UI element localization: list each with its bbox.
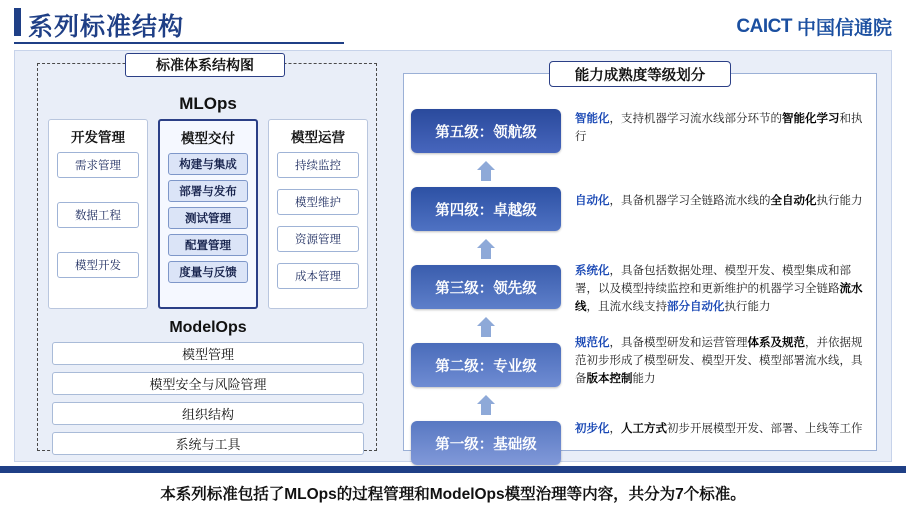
desc-text: ，具备模型研发和运营管理 — [609, 337, 748, 349]
desc-text: ，具备包括数据处理、模型开发、模型集成和部署，以及模型持续监控和更新维护的机器学习全链路 — [575, 265, 851, 295]
level-2-description — [575, 335, 871, 388]
desc-keyword-2: 人工方式 — [621, 423, 667, 435]
item-chip[interactable]: 需求管理 — [57, 152, 139, 178]
level-1-description — [575, 421, 871, 439]
content-panel — [14, 50, 892, 462]
item-chip[interactable]: 模型开发 — [57, 252, 139, 278]
page-header — [0, 0, 906, 46]
item-chip[interactable]: 持续监控 — [277, 152, 359, 178]
list-item[interactable]: 系统与工具 — [52, 432, 364, 455]
level-3[interactable]: 第三级：领先级 — [411, 265, 561, 309]
mlops-columns — [48, 119, 368, 309]
item-chip[interactable]: 资源管理 — [277, 226, 359, 252]
column-header: 开发管理 — [71, 130, 125, 145]
footer-divider — [0, 466, 906, 473]
header-underline — [14, 42, 344, 44]
desc-text: ，支持机器学习流水线部分环节的 — [609, 113, 782, 125]
mlops-heading: MLOps — [179, 94, 237, 113]
item-chip[interactable]: 部署与发布 — [168, 180, 248, 202]
standards-structure-title: 标准体系结构图 — [125, 53, 285, 77]
desc-keyword-3: 部分自动化 — [667, 300, 725, 313]
desc-text: ，具备机器学习全链路流水线的 — [609, 195, 771, 207]
header-accent-bar — [14, 8, 21, 36]
column-development-management — [48, 119, 148, 309]
level-5-description — [575, 111, 871, 147]
desc-text-2: 执行能力 — [816, 195, 863, 207]
desc-keyword-3: 版本控制 — [586, 372, 633, 385]
logo — [736, 13, 892, 40]
maturity-levels — [411, 91, 561, 453]
desc-text-2: ，且流水线支持 — [586, 300, 667, 313]
list-item[interactable]: 模型安全与风险管理 — [52, 372, 364, 395]
desc-keyword-2: 智能化学习 — [782, 113, 840, 125]
item-chip[interactable]: 成本管理 — [277, 263, 359, 289]
desc-keyword-2: 流水线 — [575, 282, 863, 313]
list-item[interactable]: 组织结构 — [52, 402, 364, 425]
desc-keyword: 系统化 — [575, 265, 610, 277]
desc-keyword-2: 体系及规范 — [747, 337, 805, 349]
level-4-description — [575, 193, 871, 211]
logo-en-text: CAICT — [736, 15, 792, 37]
desc-keyword: 规范化 — [575, 337, 610, 349]
item-chip[interactable]: 模型维护 — [277, 189, 359, 215]
item-chip[interactable]: 度量与反馈 — [168, 261, 248, 283]
desc-text-3: 能力 — [632, 372, 656, 385]
item-chip[interactable]: 构建与集成 — [168, 153, 248, 175]
level-2[interactable]: 第二级：专业级 — [411, 343, 561, 387]
column-model-operations — [268, 119, 368, 309]
item-chip[interactable]: 配置管理 — [168, 234, 248, 256]
modelops-heading: ModelOps — [169, 319, 247, 336]
level-4[interactable]: 第四级：卓越级 — [411, 187, 561, 231]
level-1[interactable]: 第一级：基础级 — [411, 421, 561, 465]
desc-keyword: 自动化 — [575, 195, 610, 207]
logo-cn-text: 中国信通院 — [796, 18, 892, 39]
level-5[interactable]: 第五级：领航级 — [411, 109, 561, 153]
desc-text-3: 执行能力 — [724, 300, 771, 313]
footer-summary: 本系列标准包括了MLOps的过程管理和ModelOps模型治理等内容，共分为7个标准。 — [160, 486, 746, 503]
desc-text-2: 初步开展模型开发、部署、上线等工作 — [667, 423, 863, 435]
column-header: 模型交付 — [181, 131, 235, 146]
arrow-up-icon — [477, 161, 495, 181]
desc-keyword-2: 全自动化 — [770, 195, 817, 207]
level-3-description — [575, 263, 871, 316]
list-item[interactable]: 模型管理 — [52, 342, 364, 365]
desc-text-2: ，并依据规范初步形成了模型研发、模型开发、模型部署流水线，具备 — [575, 337, 863, 385]
desc-keyword: 初步化 — [575, 423, 610, 435]
item-chip[interactable]: 数据工程 — [57, 202, 139, 228]
arrow-up-icon — [477, 395, 495, 415]
arrow-up-icon — [477, 317, 495, 337]
standards-structure-box — [37, 63, 377, 451]
desc-text: ， — [609, 423, 621, 435]
column-header: 模型运营 — [291, 130, 345, 145]
arrow-up-icon — [477, 239, 495, 259]
page-title: 系列标准结构 — [28, 13, 185, 41]
modelops-list — [52, 342, 364, 462]
desc-text-2: 和执行 — [575, 113, 863, 143]
desc-keyword: 智能化 — [575, 113, 610, 125]
item-chip[interactable]: 测试管理 — [168, 207, 248, 229]
maturity-level-title: 能力成熟度等级划分 — [549, 61, 731, 87]
column-model-delivery — [158, 119, 258, 309]
